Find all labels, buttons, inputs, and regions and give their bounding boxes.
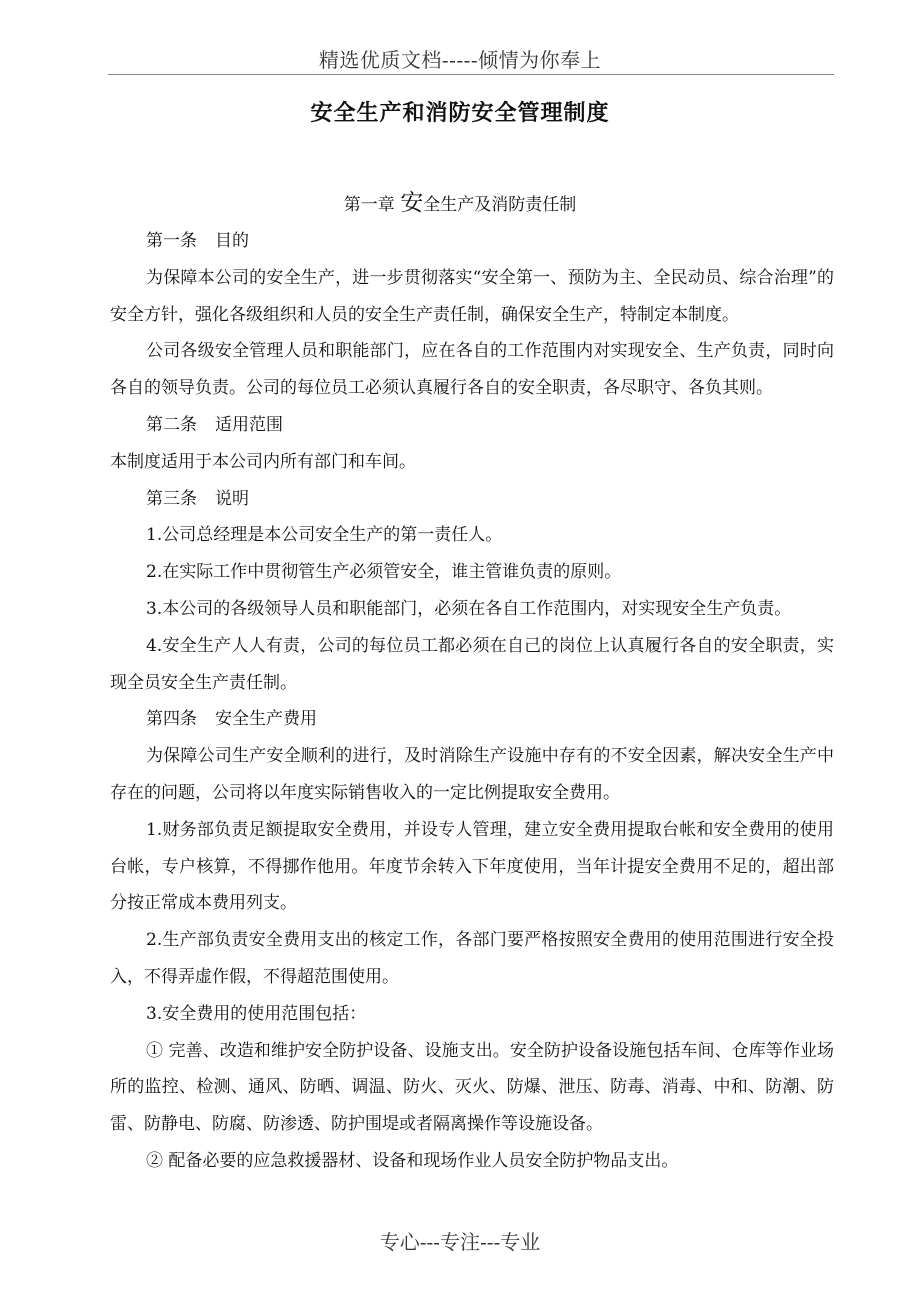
paragraph: 本制度适用于本公司内所有部门和车间。 <box>110 451 416 472</box>
page-footer: 专心---专注---专业 <box>379 1230 541 1254</box>
section-title: 说明 <box>215 488 249 509</box>
list-item: 1.公司总经理是本公司安全生产的第一责任人。 <box>146 525 503 546</box>
chapter-title: 全生产及消防责任制 <box>423 195 577 215</box>
section-heading <box>110 407 834 444</box>
section-heading <box>110 701 834 738</box>
chapter-drop-char: 安 <box>400 190 424 216</box>
paragraph: 为保障公司生产安全顺利的进行，及时消除生产设施中存有的不安全因素，解决安全生产中存在的问题，公司将以年度实际销售收入的一定比例提取安全费用。 <box>110 746 834 803</box>
section-heading <box>110 223 834 260</box>
chapter-prefix: 第一章 <box>343 195 395 215</box>
list-item: ② 配备必要的应急救援器材、设备和现场作业人员安全防护物品支出。 <box>146 1150 679 1171</box>
section-label: 第一条 <box>146 231 197 251</box>
list-item: 2.生产部负责安全费用支出的核定工作，各部门要严格按照安全费用的使用范围进行安全投入，不得弄虚作假，不得超范围使用。 <box>110 930 834 987</box>
list-item: ① 完善、改造和维护安全防护设备、设施支出。安全防护设备设施包括车间、仓库等作业场所的监控、检测、通风、防晒、调温、防火、灭火、防爆、泄压、防毒、消毒、中和、防潮、防雷、防静电、防腐、防渗透、防护围堤或者隔离操作等设施设备。 <box>110 1040 834 1135</box>
document-body <box>110 223 834 1180</box>
page-header: 精选优质文档-----倾情为你奉上 <box>318 48 602 72</box>
section-title: 安全生产费用 <box>215 709 317 730</box>
header-divider <box>108 74 834 75</box>
list-item: 4.安全生产人人有责，公司的每位员工都必须在自己的岗位上认真履行各自的安全职责，实现全员安全生产责任制。 <box>110 635 834 693</box>
section-title: 目的 <box>215 231 249 251</box>
section-title: 适用范围 <box>215 414 283 435</box>
document-title: 安全生产和消防安全管理制度 <box>310 100 610 126</box>
paragraph: 公司各级安全管理人员和职能部门，应在各自的工作范围内对实现安全、生产负责，同时向各自的领导负责。公司的每位员工必须认真履行各自的安全职责，各尽职守、各负其则。 <box>110 341 834 399</box>
chapter-heading <box>0 184 920 217</box>
paragraph: 为保障本公司的安全生产，进一步贯彻落实“安全第一、预防为主、全民动员、综合治理”的安全方针，强化各级组织和人员的安全生产责任制，确保安全生产，特制定本制度。 <box>110 267 834 325</box>
list-item: 1.财务部负责足额提取安全费用，并设专人管理，建立安全费用提取台帐和安全费用的使用台帐，专户核算，不得挪作他用。年度节余转入下年度使用，当年计提安全费用不足的，超出部分按正常成本费用列支。 <box>110 819 834 914</box>
section-heading <box>110 481 834 518</box>
section-label: 第四条 <box>146 709 197 730</box>
section-label: 第三条 <box>146 488 197 509</box>
list-item: 2.在实际工作中贯彻管生产必须管安全，谁主管谁负责的原则。 <box>146 562 622 583</box>
list-item: 3.安全费用的使用范围包括： <box>146 1003 367 1024</box>
section-label: 第二条 <box>146 414 197 435</box>
list-item: 3.本公司的各级领导人员和职能部门，必须在各自工作范围内，对实现安全生产负责。 <box>146 598 792 619</box>
